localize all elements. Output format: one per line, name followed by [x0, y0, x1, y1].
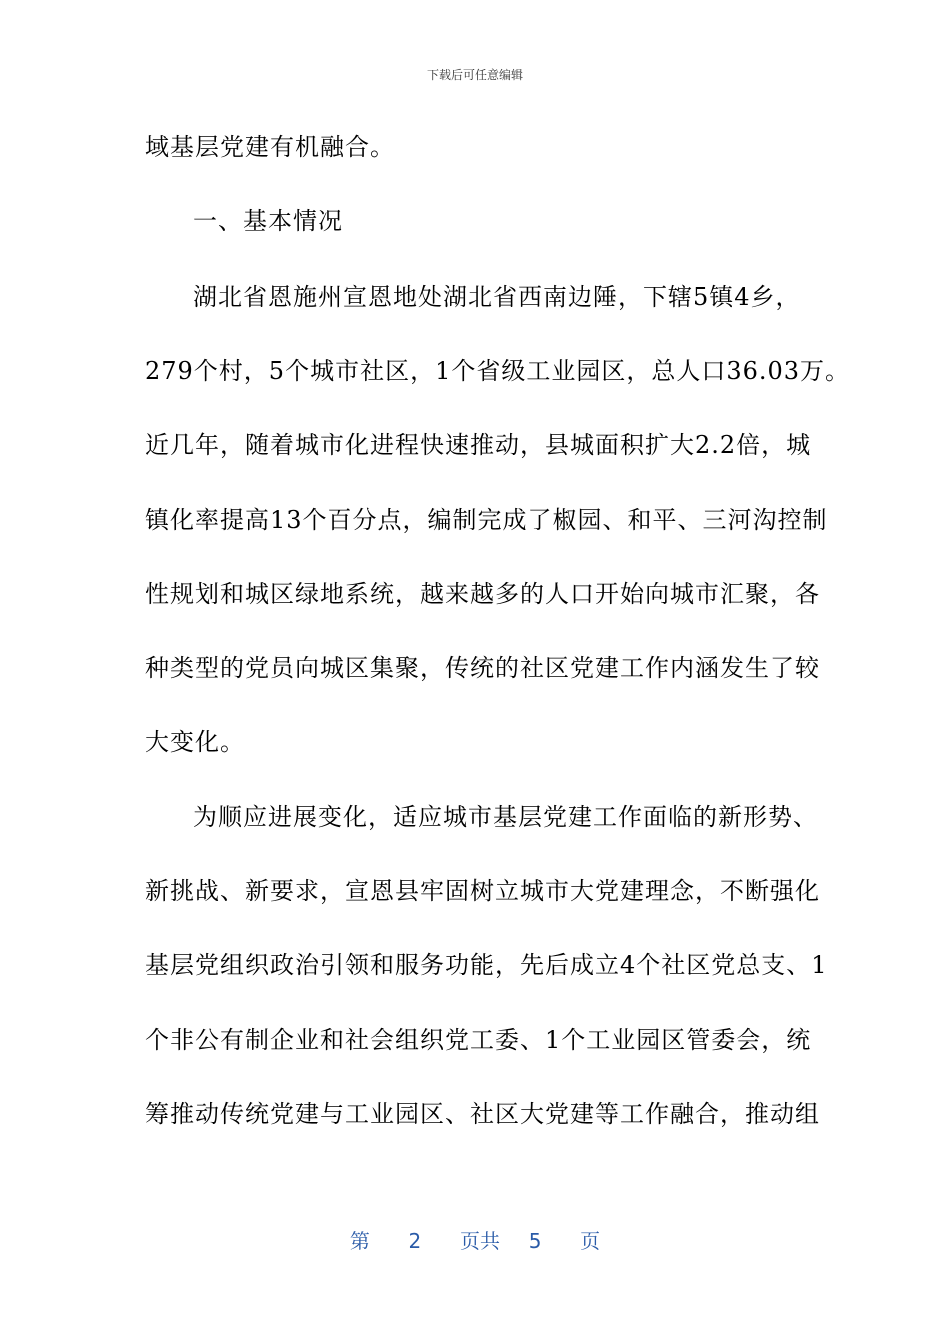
text-line: 镇化率提高13个百分点，编制完成了椒园、和平、三河沟控制	[145, 506, 828, 534]
page-label-middle: 页共	[460, 1229, 500, 1253]
current-page-number: 2	[408, 1229, 422, 1253]
text-line: 筹推动传统党建与工业园区、社区大党建等工作融合，推动组	[145, 1100, 820, 1128]
page-footer	[0, 1225, 950, 1254]
text-line: 个非公有制企业和社会组织党工委、1个工业园区管委会，统	[145, 1026, 812, 1054]
page-label-prefix: 第	[349, 1229, 370, 1253]
section-heading: 一、基本情况	[193, 207, 343, 235]
text-line: 大变化。	[145, 728, 245, 756]
text-line: 新挑战、新要求，宣恩县牢固树立城市大党建理念，不断强化	[145, 877, 820, 905]
text-line: 基层党组织政治引领和服务功能，先后成立4个社区党总支、1	[145, 951, 828, 979]
text-line: 性规划和城区绿地系统，越来越多的人口开始向城市汇聚，各	[145, 580, 820, 608]
text-line: 种类型的党员向城区集聚，传统的社区党建工作内涵发生了较	[145, 654, 820, 682]
page-header: 下载后可任意编辑	[426, 68, 523, 82]
text-line: 279个村，5个城市社区，1个省级工业园区，总人口36.03万。	[145, 357, 851, 385]
text-line: 为顺应进展变化，适应城市基层党建工作面临的新形势、	[193, 803, 818, 831]
text-line: 近几年，随着城市化进程快速推动，县城面积扩大2.2倍，城	[145, 431, 812, 459]
text-line: 域基层党建有机融合。	[145, 133, 395, 161]
page-label-suffix: 页	[580, 1229, 601, 1253]
text-line: 湖北省恩施州宣恩地处湖北省西南边陲，下辖5镇4乡，	[193, 283, 801, 311]
total-page-number: 5	[528, 1229, 542, 1253]
